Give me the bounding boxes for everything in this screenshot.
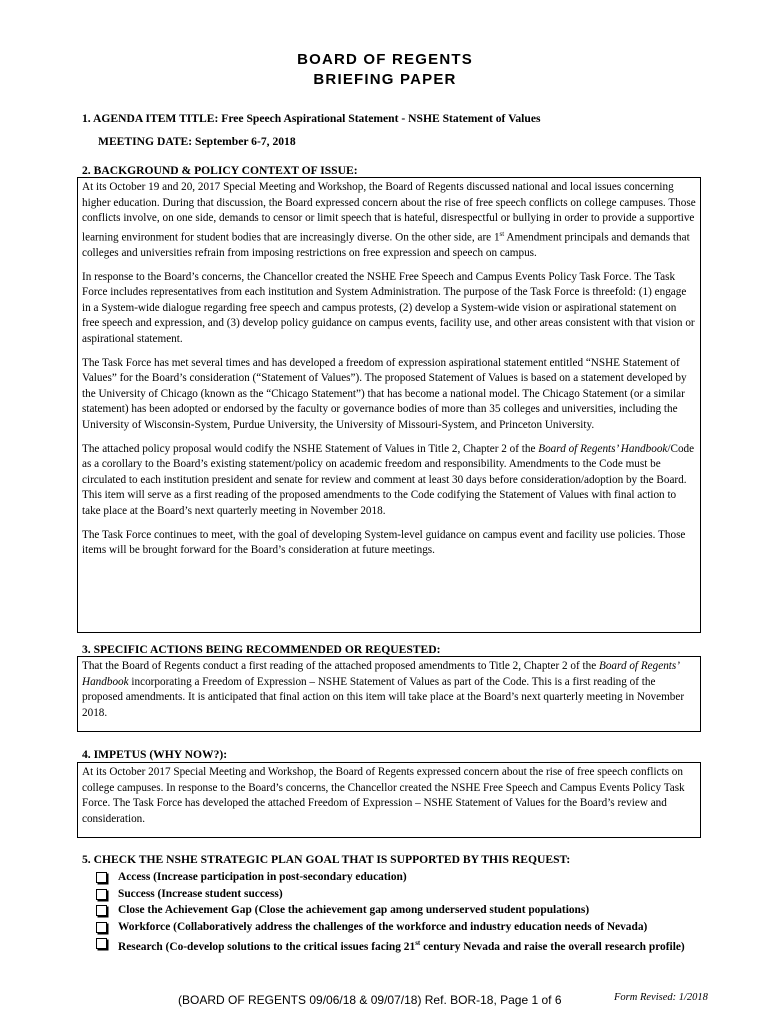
agenda-item-title: 1. AGENDA ITEM TITLE: Free Speech Aspirational Statement - NSHE Statement of Values	[82, 112, 541, 125]
section4-paragraph: At its October 2017 Special Meeting and Workshop, the Board of Regents expressed concern about the rise of free speech conflicts on college campuses. In response to the Board’s concerns, the Chancellor created the NSHE Free Speech and Campus Events Policy Task Force. The Task Force has developed the attached Freedom of Expression – NSHE Statement of Values for the Board’s review and consideration.	[82, 766, 685, 825]
goal-label: Close the Achievement Gap (Close the achievement gap among underserved student populations)	[118, 904, 590, 917]
document-subtitle: BRIEFING PAPER	[313, 71, 457, 88]
section2-paragraph-5: The Task Force continues to meet, with the goal of developing System-level guidance on campus event and facility use policies. Those items will be brought forward for the Board’s consideration at future meetings.	[82, 528, 686, 557]
section5-heading: 5. CHECK THE NSHE STRATEGIC PLAN GOAL THAT IS SUPPORTED BY THIS REQUEST:	[82, 853, 571, 866]
section3-box	[77, 656, 701, 732]
section2-paragraph-1: At its October 19 and 20, 2017 Special Meeting and Workshop, the Board of Regents discussed national and local issues concerning higher education. During that discussion, the Board expressed concern about the rise of free speech conflicts on college campuses. Those conflicts involve, on one side, demands to censor or limit speech that is hateful, disrespectful or bullying in order to provide a supportive learning environment for student bodies that are increasingly diverse. On the other side, are 1st Amendment principals and demands that colleges and universities refrain from imposing restrictions on free expression and speech on campus.	[82, 181, 696, 260]
section2-heading: 2. BACKGROUND & POLICY CONTEXT OF ISSUE:	[82, 164, 358, 177]
section3-heading: 3. SPECIFIC ACTIONS BEING RECOMMENDED OR REQUESTED:	[82, 643, 441, 656]
goal-checkbox[interactable]	[96, 889, 107, 900]
section2-box	[77, 177, 701, 633]
goal-label: Workforce (Collaboratively address the challenges of the workforce and industry education needs of Nevada)	[118, 920, 648, 933]
form-revised-note: Form Revised: 1/2018	[614, 992, 708, 1003]
section4-heading: 4. IMPETUS (WHY NOW?):	[82, 748, 228, 761]
document-title: BOARD OF REGENTS	[297, 51, 473, 68]
goal-access	[94, 869, 708, 886]
section3-paragraph: That the Board of Regents conduct a first reading of the attached proposed amendments to Title 2, Chapter 2 of the Board of Regents’ Handbook incorporating a Freedom of Expression – NSHE Statement of Values as part of the Code. This is a first reading of the proposed amendments. It is anticipated that final action on this item will take place at the Board’s next quarterly meeting in November 2018.	[82, 660, 685, 719]
meeting-date: MEETING DATE: September 6-7, 2018	[98, 135, 296, 148]
goal-checkbox[interactable]	[96, 872, 107, 883]
strategic-goal-list	[94, 869, 708, 956]
goal-checkbox[interactable]	[96, 922, 107, 933]
goal-checkbox[interactable]	[96, 938, 107, 949]
goal-label: Success (Increase student success)	[118, 887, 283, 900]
goal-label: Research (Co-develop solutions to the critical issues facing 21st century Nevada and raise the overall research profile)	[118, 939, 685, 954]
page-footer: (BOARD OF REGENTS 09/06/18 & 09/07/18) Ref. BOR-18, Page 1 of 6	[178, 993, 562, 1007]
section2-paragraph-2: In response to the Board’s concerns, the Chancellor created the NSHE Free Speech and Campus Events Policy Task Force. The Task Force includes representatives from each institution and System Administration. The purpose of the Task Force is threefold: (1) engage in a System-wide dialogue regarding free speech and campus protests, (2) develop a System-wide vision or aspirational statement on free speech and expression, and (3) develop policy guidance on campus events, facility use, and other areas consistent with that vision or aspirational statement.	[82, 270, 695, 346]
section2-paragraph-4: The attached policy proposal would codify the NSHE Statement of Values in Title 2, Chapter 2 of the Board of Regents’ Handbook/Code as a corollary to the Board’s existing statement/policy on academic freedom and responsibility. Amendments to the Code must be circulated to each institution president and senate for review and comment at least 30 days before consideration/adoption by the Board. This item will serve as a first reading of the proposed amendments to the Code codifying the Statement of Values with final action to take place at the Board’s next quarterly meeting in November 2018.	[82, 442, 695, 518]
goal-success	[94, 886, 708, 903]
goal-workforce	[94, 919, 708, 936]
section2-paragraph-3: The Task Force has met several times and has developed a freedom of expression aspirational statement entitled “NSHE Statement of Values” for the Board’s consideration (“Statement of Values”). The proposed Statement of Values is based on a statement developed by the University of Chicago (known as the “Chicago Statement”) that has become a national model. The Chicago Statement (or a similar statement) has been adopted or endorsed by the faculty or governance bodies of more than 35 colleges and universities, including the University of Wisconsin-System, Purdue University, the University of Missouri-System, and Princeton University.	[82, 356, 687, 432]
goal-achievement-gap	[94, 902, 708, 919]
section4-box	[77, 762, 701, 838]
goal-research	[94, 935, 708, 955]
goal-checkbox[interactable]	[96, 905, 107, 916]
goal-label: Access (Increase participation in post-secondary education)	[118, 871, 407, 883]
